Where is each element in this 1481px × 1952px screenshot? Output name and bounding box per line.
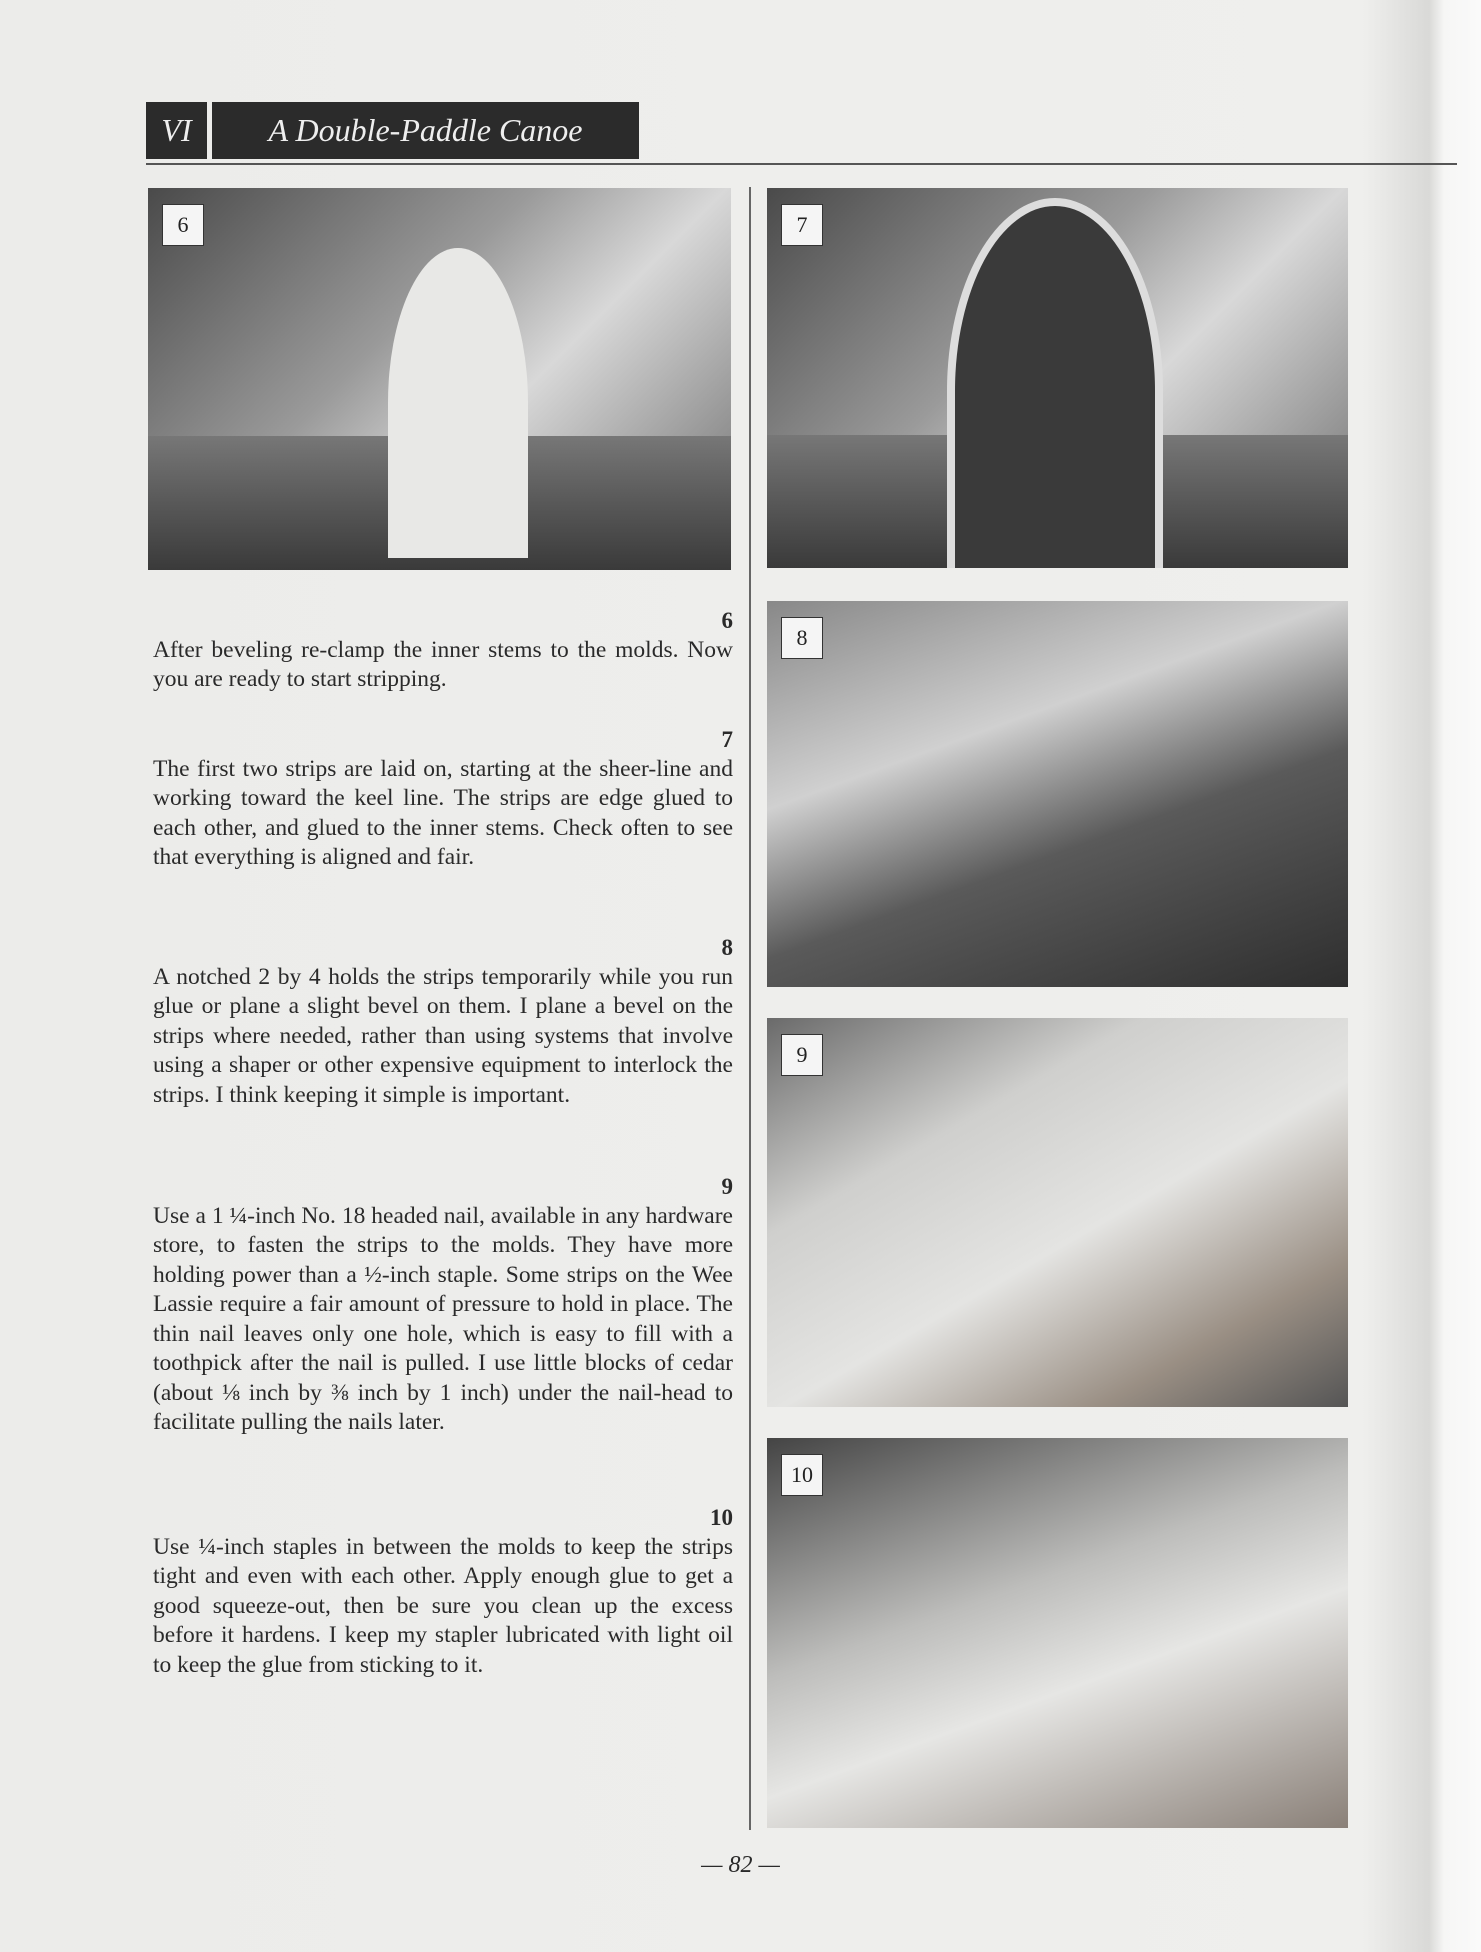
photo-label: 10 [781, 1454, 823, 1496]
photo-label: 9 [781, 1034, 823, 1076]
photo-10 [767, 1438, 1348, 1828]
caption-text: A notched 2 by 4 holds the strips temporarily while you run glue or plane a slight bevel on them. I plane a bevel on the strips where needed, rather than using systems that involve using a shaper or other expensive equipment to interlock the strips. I think keeping it simple is important. [153, 963, 733, 1108]
caption-text: Use ¼-inch staples in between the molds to keep the strips tight and even with each other. Apply enough glue to get a good squeeze-out, then be sure you clean up the excess before it hardens. I keep my stapler lubricated with light oil to keep the glue from sticking to it. [153, 1533, 733, 1678]
photo-8 [767, 601, 1348, 987]
chapter-number [146, 102, 207, 159]
caption-text: After beveling re-clamp the inner stems to the molds. Now you are ready to start stripping. [153, 636, 733, 692]
photo-6 [148, 188, 731, 570]
caption-number: 7 [721, 727, 733, 752]
chapter-title [212, 102, 639, 159]
caption-9 [153, 1172, 733, 1438]
column-divider [749, 187, 751, 1830]
caption-text: The first two strips are laid on, starting at the sheer-line and working toward the keel line. The strips are edge glued to each other, and glued to the inner stems. Check often to see that everything is aligned and fair. [153, 755, 733, 870]
photo-label: 8 [781, 617, 823, 659]
photo-label: 6 [162, 204, 204, 246]
caption-8 [153, 933, 733, 1110]
caption-number: 8 [721, 935, 733, 960]
photo-9 [767, 1018, 1348, 1407]
header-rule [146, 163, 1457, 165]
caption-text: Use a 1 ¼-inch No. 18 headed nail, available in any hardware store, to fasten the strips to the molds. They have more holding power than a ½-inch staple. Some strips on the Wee Lassie require a fair amount of pressure to hold in place. The thin nail leaves only one hole, which is easy to fill with a toothpick after the nail is pulled. I use little blocks of cedar (about ⅛ inch by ⅜ inch by 1 inch) under the nail-head to facilitate pulling the nails later. [153, 1202, 733, 1435]
photo-label: 7 [781, 204, 823, 246]
caption-10 [153, 1503, 733, 1680]
caption-7 [153, 725, 733, 873]
photo-mold [947, 198, 1163, 568]
caption-6 [153, 606, 733, 695]
page-number: — 82 — [701, 1852, 780, 1878]
chapter-number-text: VI [161, 112, 192, 148]
caption-number: 10 [710, 1505, 733, 1530]
photo-mold [388, 248, 528, 558]
caption-number: 9 [721, 1174, 733, 1199]
caption-number: 6 [721, 608, 733, 633]
chapter-title-text: A Double-Paddle Canoe [268, 112, 583, 148]
photo-7 [767, 188, 1348, 568]
